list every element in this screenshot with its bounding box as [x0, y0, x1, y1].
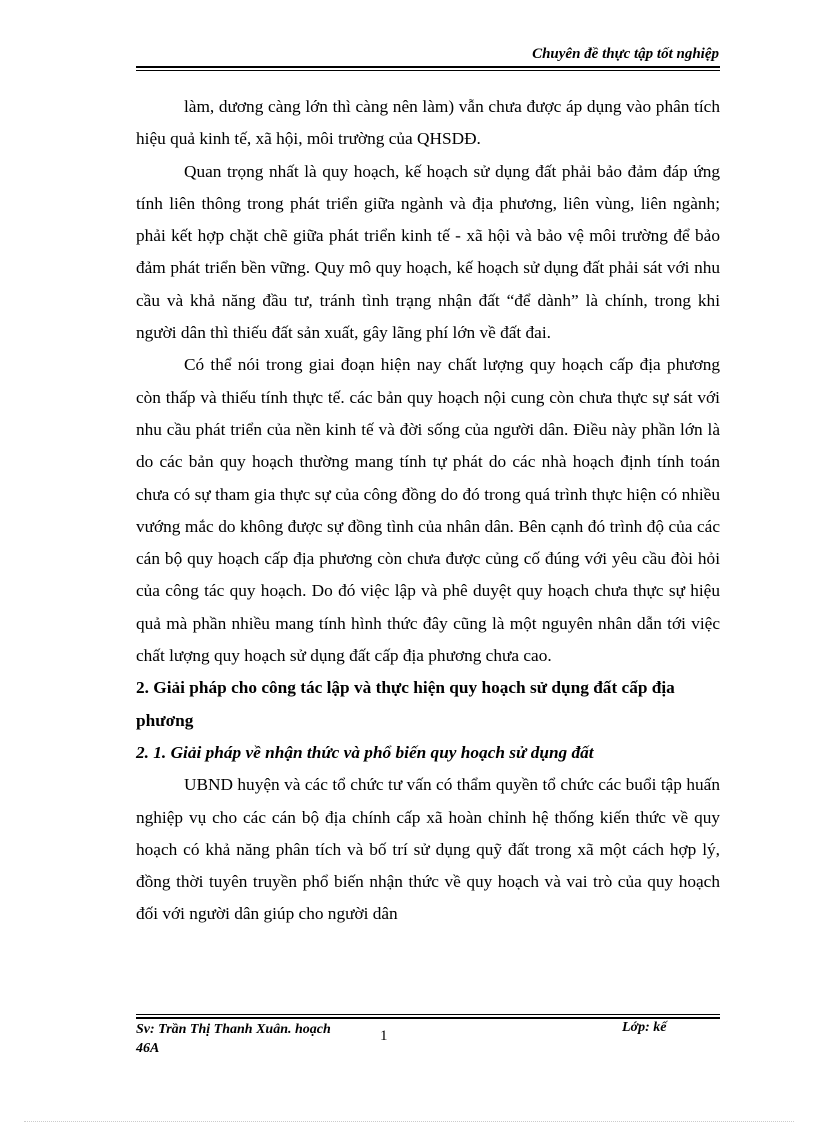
header-title: Chuyên đề thực tập tốt nghiệp [532, 46, 719, 62]
page-bottom-edge [24, 1121, 794, 1122]
paragraph-2: Quan trọng nhất là quy hoạch, kế hoạch sử dụng đất phải bảo đảm đáp ứng tính liên thông trong phát triển giữa ngành và địa phương, liên vùng, liên ngành; phải kết hợp chặt chẽ giữa phát triển kinh tế - xã hội và bảo vệ môi trường để bảo đảm phát triển bền vững. Quy mô quy hoạch, kế hoạch sử dụng đất phải sát với nhu cầu và khả năng đầu tư, tránh tình trạng nhận đất “để dành” là chính, trong khi người dân thì thiếu đất sản xuất, gây lãng phí lớn về đất đai. [136, 161, 720, 343]
subsection-heading-2-1: 2. 1. Giải pháp về nhận thức và phổ biến quy hoạch sử dụng đất [136, 742, 594, 762]
paragraph-1: làm, dương càng lớn thì càng nên làm) vẫn chưa được áp dụng vào phân tích hiệu quả kinh tế, xã hội, môi trường của QHSDĐ. [136, 97, 720, 149]
page-number: 1 [380, 1028, 388, 1044]
page-content [136, 91, 720, 931]
footer-rule [136, 1014, 720, 1019]
header-rule [136, 66, 720, 71]
footer-student: Sv: Trần Thị Thanh Xuân. hoạch 46A [136, 1022, 331, 1056]
footer-class: Lớp: kế [622, 1020, 667, 1035]
paragraph-3: Có thể nói trong giai đoạn hiện nay chất lượng quy hoạch cấp địa phương còn thấp và thiếu tính thực tế. các bản quy hoạch nội cung còn chưa thực sự sát với nhu cầu phát triển của nền kinh tế và đời sống của người dân. Điều này phần lớn là do các bản quy hoạch thường mang tính tự phát do các nhà hoạch định tính toán chưa có sự tham gia thực sự của công đồng do đó trong quá trình thực hiện có nhiều vướng mắc do không được sự đồng tình của nhân dân. Bên cạnh đó trình độ của các cán bộ quy hoạch cấp địa phương còn chưa được củng cố đúng với yêu cầu đòi hỏi của công tác quy hoạch. Do đó việc lập và phê duyệt quy hoạch chưa thực sự hiệu quả mà phần nhiều mang tính hình thức đây cũng là một nguyên nhân dẫn tới việc chất lượng quy hoạch sử dụng đất cấp địa phương chưa cao. [136, 355, 720, 666]
paragraph-4: UBND huyện và các tổ chức tư vấn có thẩm quyền tổ chức các buổi tập huấn nghiệp vụ cho các cán bộ địa chính cấp xã hoàn chỉnh hệ thống kiến thức về quy hoạch có khả năng phân tích và bố trí sử dụng quỹ đất trong xã một cách hợp lý, đồng thời tuyên truyền phổ biến nhận thức về quy hoạch và vai trò của quy hoạch đối với người dân giúp cho người dân [136, 775, 720, 924]
section-heading-2: 2. Giải pháp cho công tác lập và thực hiện quy hoạch sử dụng đất cấp địa phương [136, 678, 675, 730]
